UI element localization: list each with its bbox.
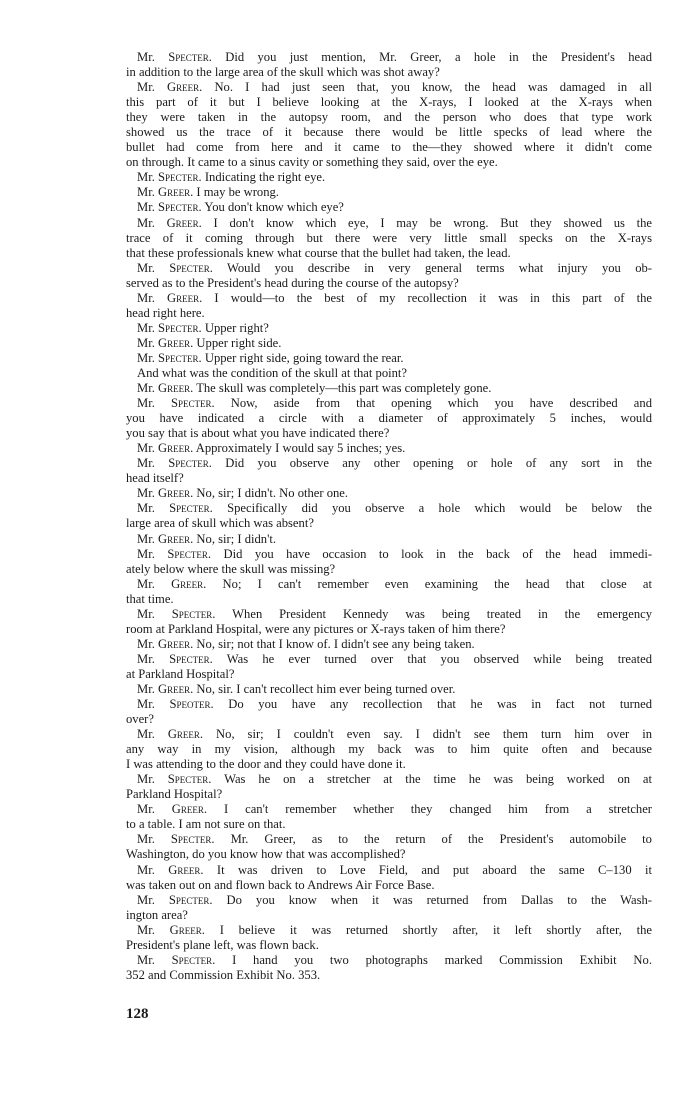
testimony-paragraph bbox=[126, 607, 652, 637]
text-line bbox=[126, 802, 652, 817]
text-line bbox=[126, 547, 652, 562]
text-line bbox=[126, 607, 652, 622]
text-line bbox=[126, 261, 652, 276]
speaker-title: Mr. bbox=[137, 892, 155, 907]
speaker-name: Specter. bbox=[168, 892, 213, 907]
text-line bbox=[126, 396, 652, 411]
speaker-title: Mr. bbox=[137, 697, 155, 712]
line-text: in addition to the large area of the skull which was shot away? bbox=[126, 65, 440, 80]
line-text: When President Kennedy was being treated in the emergency bbox=[232, 606, 653, 621]
testimony-paragraph bbox=[126, 456, 652, 486]
line-text: Do you have any recollection that he was in fact not turned bbox=[228, 697, 652, 712]
speaker-name: Greer. bbox=[167, 290, 203, 305]
text-line bbox=[126, 667, 652, 682]
testimony-paragraph bbox=[126, 577, 652, 607]
text-line bbox=[126, 908, 652, 923]
testimony-paragraph bbox=[126, 697, 652, 727]
line-text: that these professionals knew what course that the bullet had taken, the lead. bbox=[126, 245, 511, 260]
text-line bbox=[126, 501, 652, 516]
line-text: President's plane left, was flown back. bbox=[126, 937, 319, 952]
line-text: Specifically did you observe a hole which would be below the bbox=[227, 501, 652, 516]
testimony-paragraph bbox=[126, 893, 652, 923]
text-line bbox=[126, 411, 652, 426]
speaker-name: Greer. bbox=[158, 486, 194, 501]
text-line bbox=[126, 516, 652, 531]
line-text: No, sir; not that I know of. I didn't see any being taken. bbox=[196, 636, 475, 651]
line-text: this part of it but I believe looking at the X-rays, I looked at the X-rays when bbox=[126, 95, 652, 110]
speaker-title: Mr. bbox=[137, 200, 155, 215]
text-line bbox=[126, 486, 652, 501]
text-line bbox=[126, 712, 652, 727]
text-line bbox=[126, 231, 652, 246]
line-text: at Parkland Hospital? bbox=[126, 666, 235, 681]
text-line bbox=[126, 200, 652, 215]
line-text: No, sir; I didn't. bbox=[196, 531, 276, 546]
testimony-paragraph bbox=[126, 50, 652, 80]
speaker-title: Mr. bbox=[137, 922, 155, 937]
speaker-title: Mr. bbox=[137, 486, 155, 501]
speaker-name: Specter. bbox=[158, 170, 202, 185]
testimony-paragraph bbox=[126, 486, 652, 501]
speaker-name: Specter. bbox=[168, 456, 212, 471]
speaker-title: Mr. bbox=[137, 952, 155, 967]
speaker-name: Specter. bbox=[158, 350, 202, 365]
text-line bbox=[126, 637, 652, 652]
text-line bbox=[126, 592, 652, 607]
testimony-paragraph bbox=[126, 923, 652, 953]
speaker-title: Mr. bbox=[137, 260, 155, 275]
testimony-paragraph bbox=[126, 441, 652, 456]
testimony-paragraph bbox=[126, 336, 652, 351]
line-text: showed us the trace of it because there would be little specks of lead where the bbox=[126, 125, 652, 140]
line-text: Did you observe any other opening or hole of any sort in the bbox=[225, 456, 652, 471]
speaker-title: Mr. bbox=[137, 350, 155, 365]
speaker-name: Greer. bbox=[158, 681, 194, 696]
testimony-paragraph bbox=[126, 501, 652, 531]
speaker-name: Greer. bbox=[158, 185, 194, 200]
testimony-paragraph bbox=[126, 170, 652, 185]
text-line bbox=[126, 968, 652, 983]
text-line bbox=[126, 953, 652, 968]
speaker-name: Greer. bbox=[167, 80, 203, 95]
text-line bbox=[126, 155, 652, 170]
testimony-paragraph bbox=[126, 200, 652, 215]
text-line bbox=[126, 306, 652, 321]
line-text: was taken out on and flown back to Andrews Air Force Base. bbox=[126, 877, 435, 892]
speaker-name: Greer. bbox=[158, 636, 194, 651]
line-text: I don't know which eye, I may be wrong. But they showed us the bbox=[213, 215, 653, 230]
testimony-paragraph bbox=[126, 185, 652, 200]
line-text: I believe it was returned shortly after, it left shortly after, the bbox=[219, 922, 653, 937]
speaker-title: Mr. bbox=[137, 862, 155, 877]
testimony-paragraph bbox=[126, 727, 652, 772]
page-number: 128 bbox=[126, 1006, 149, 1022]
line-text: you have indicated a circle with a diameter of approximately 5 inches, would bbox=[126, 411, 652, 426]
testimony-paragraph bbox=[126, 682, 652, 697]
text-line bbox=[126, 140, 652, 155]
line-text: bullet had come from here and it came to the—they showed where it didn't come bbox=[126, 140, 652, 155]
speaker-title: Mr. bbox=[137, 576, 155, 591]
speaker-title: Mr. bbox=[137, 636, 155, 651]
text-line bbox=[126, 50, 652, 65]
speaker-title: Mr. bbox=[137, 832, 155, 847]
text-line bbox=[126, 817, 652, 832]
speaker-title: Mr. bbox=[137, 681, 155, 696]
line-text: You don't know which eye? bbox=[204, 200, 344, 215]
text-line bbox=[126, 246, 652, 261]
line-text: It was driven to Love Field, and put aboard the same C–130 it bbox=[216, 862, 652, 877]
testimony-paragraph bbox=[126, 291, 652, 321]
speaker-title: Mr. bbox=[137, 185, 155, 200]
line-text: Was he ever turned over that you observed while being treated bbox=[226, 651, 653, 666]
text-line bbox=[126, 471, 652, 486]
line-text: Washington, do you know how that was accomplished? bbox=[126, 847, 406, 862]
line-text: head right here. bbox=[126, 305, 205, 320]
line-text: any way in my vision, although my back was to him quite often and because bbox=[126, 742, 652, 757]
line-text: Upper right side. bbox=[196, 335, 282, 350]
speaker-title: Mr. bbox=[137, 290, 155, 305]
speaker-name: Greer. bbox=[171, 802, 208, 817]
line-text: Approximately I would say 5 inches; yes. bbox=[195, 441, 406, 456]
line-text: 352 and Commission Exhibit No. 353. bbox=[126, 967, 321, 982]
text-line bbox=[126, 847, 652, 862]
text-line bbox=[126, 727, 652, 742]
line-text: that time. bbox=[126, 591, 174, 606]
text-line bbox=[126, 170, 652, 185]
speaker-title: Mr. bbox=[137, 606, 155, 621]
line-text: Mr. Greer, as to the return of the President's automobile to bbox=[230, 832, 652, 847]
testimony-paragraph bbox=[126, 80, 652, 170]
speaker-title: Mr. bbox=[137, 651, 155, 666]
text-line bbox=[126, 216, 652, 231]
speaker-name: Speoter. bbox=[169, 697, 214, 712]
testimony-paragraph bbox=[126, 802, 652, 832]
text-line bbox=[126, 291, 652, 306]
speaker-name: Greer. bbox=[171, 576, 207, 591]
text-line bbox=[126, 441, 652, 456]
text-line bbox=[126, 125, 652, 140]
line-text: Upper right side, going toward the rear. bbox=[204, 350, 404, 365]
text-line bbox=[126, 351, 652, 366]
text-line bbox=[126, 185, 652, 200]
speaker-title: Mr. bbox=[137, 335, 155, 350]
speaker-title: Mr. bbox=[137, 170, 155, 185]
speaker-title: Mr. bbox=[137, 456, 155, 471]
line-text: No, sir. I can't recollect him ever being turned over. bbox=[196, 681, 456, 696]
text-line bbox=[126, 622, 652, 637]
text-line bbox=[126, 878, 652, 893]
line-text: I may be wrong. bbox=[196, 185, 279, 200]
testimony-paragraph bbox=[126, 261, 652, 291]
line-text: on through. It came to a sinus cavity or something they said, over the eye. bbox=[126, 155, 498, 170]
speaker-name: Specter. bbox=[167, 546, 211, 561]
text-line bbox=[126, 562, 652, 577]
speaker-name: Greer. bbox=[158, 441, 194, 456]
text-line bbox=[126, 456, 652, 471]
text-line bbox=[126, 923, 652, 938]
text-line bbox=[126, 426, 652, 441]
line-text: ington area? bbox=[126, 907, 188, 922]
text-line bbox=[126, 697, 652, 712]
speaker-name: Greer. bbox=[158, 531, 194, 546]
line-text: trace of it coming through but there were very little small specks on the X-rays bbox=[126, 230, 652, 245]
testimony-paragraph bbox=[126, 532, 652, 547]
speaker-name: Greer. bbox=[158, 335, 194, 350]
text-line bbox=[126, 65, 652, 80]
speaker-title: Mr. bbox=[137, 320, 155, 335]
line-text: And what was the condition of the skull at that point? bbox=[137, 365, 408, 380]
line-text: over? bbox=[126, 712, 154, 727]
line-text: room at Parkland Hospital, were any pictures or X-rays taken of him there? bbox=[126, 621, 506, 636]
speaker-name: Greer. bbox=[167, 727, 204, 742]
speaker-title: Mr. bbox=[137, 772, 155, 787]
speaker-name: Greer. bbox=[158, 381, 194, 396]
text-line bbox=[126, 787, 652, 802]
text-line bbox=[126, 742, 652, 757]
text-line bbox=[126, 336, 652, 351]
speaker-title: Mr. bbox=[137, 727, 155, 742]
line-text: No, sir; I didn't. No other one. bbox=[196, 486, 349, 501]
speaker-name: Specter. bbox=[169, 260, 213, 275]
testimony-paragraph bbox=[126, 216, 652, 261]
text-line bbox=[126, 532, 652, 547]
document-page bbox=[126, 50, 652, 983]
speaker-name: Specter. bbox=[170, 396, 215, 411]
line-text: served as to the President's head during the course of the autopsy? bbox=[126, 275, 459, 290]
line-text: I hand you two photographs marked Commission Exhibit No. bbox=[232, 952, 652, 967]
line-text: large area of skull which was absent? bbox=[126, 516, 314, 531]
line-text: head itself? bbox=[126, 471, 184, 486]
text-line bbox=[126, 893, 652, 908]
testimony-paragraph bbox=[126, 351, 652, 366]
line-text: Now, aside from that opening which you have described and bbox=[230, 396, 652, 411]
speaker-title: Mr. bbox=[137, 441, 155, 456]
line-text: No, sir; I couldn't even say. I didn't see them turn him over in bbox=[216, 727, 652, 742]
line-text: Parkland Hospital? bbox=[126, 787, 223, 802]
line-text: Upper right? bbox=[204, 320, 269, 335]
speaker-title: Mr. bbox=[137, 381, 155, 396]
speaker-name: Specter. bbox=[171, 606, 216, 621]
speaker-title: Mr. bbox=[137, 396, 155, 411]
line-text: I was attending to the door and they could have done it. bbox=[126, 757, 406, 772]
testimony-paragraph bbox=[126, 863, 652, 893]
line-text: to a table. I am not sure on that. bbox=[126, 817, 286, 832]
line-text: they were taken in the autopsy room, and the person who does that type work bbox=[126, 110, 652, 125]
speaker-title: Mr. bbox=[137, 531, 155, 546]
testimony-paragraph bbox=[126, 637, 652, 652]
speaker-name: Specter. bbox=[170, 832, 215, 847]
text-line bbox=[126, 682, 652, 697]
testimony-paragraph bbox=[126, 381, 652, 396]
testimony-paragraph bbox=[126, 832, 652, 862]
speaker-name: Specter. bbox=[158, 320, 202, 335]
testimony-paragraph bbox=[126, 396, 652, 441]
line-text: No; I can't remember even examining the head that close at bbox=[222, 576, 652, 591]
testimony-paragraph bbox=[126, 772, 652, 802]
testimony-paragraph bbox=[126, 652, 652, 682]
text-line bbox=[126, 772, 652, 787]
line-text: ately below where the skull was missing? bbox=[126, 561, 336, 576]
line-text: No. I had just seen that, you know, the head was damaged in all bbox=[214, 80, 652, 95]
text-line bbox=[126, 80, 652, 95]
text-line bbox=[126, 321, 652, 336]
line-text: Did you just mention, Mr. Greer, a hole in the President's head bbox=[225, 50, 652, 64]
speaker-title: Mr. bbox=[137, 80, 155, 95]
text-line bbox=[126, 366, 652, 381]
text-line bbox=[126, 652, 652, 667]
speaker-name: Specter. bbox=[169, 501, 213, 516]
text-line bbox=[126, 276, 652, 291]
speaker-title: Mr. bbox=[137, 215, 155, 230]
line-text: you say that is about what you have indicated there? bbox=[126, 426, 390, 441]
testimony-paragraph bbox=[126, 321, 652, 336]
speaker-name: Specter. bbox=[167, 772, 212, 787]
speaker-name: Specter. bbox=[158, 200, 202, 215]
line-text: The skull was completely—this part was completely gone. bbox=[196, 381, 492, 396]
line-text: I can't remember whether they changed him from a stretcher bbox=[223, 802, 652, 817]
text-line bbox=[126, 832, 652, 847]
speaker-name: Specter. bbox=[169, 651, 213, 666]
line-text: I would—to the best of my recollection it was in this part of the bbox=[214, 290, 652, 305]
line-text: Was he on a stretcher at the time he was being worked on at bbox=[224, 772, 653, 787]
speaker-title: Mr. bbox=[137, 501, 155, 516]
speaker-name: Greer. bbox=[166, 215, 202, 230]
text-line bbox=[126, 95, 652, 110]
line-text: Indicating the right eye. bbox=[204, 170, 326, 185]
speaker-name: Specter. bbox=[171, 952, 216, 967]
line-text: Did you have occasion to look in the back of the head immedi- bbox=[223, 546, 653, 561]
testimony-paragraph bbox=[126, 366, 652, 381]
speaker-title: Mr. bbox=[137, 802, 155, 817]
speaker-name: Greer. bbox=[169, 922, 205, 937]
line-text: Would you describe in very general terms what injury you ob- bbox=[227, 260, 652, 275]
speaker-name: Specter. bbox=[168, 50, 212, 64]
text-line bbox=[126, 577, 652, 592]
testimony-paragraph bbox=[126, 953, 652, 983]
speaker-name: Greer. bbox=[168, 862, 204, 877]
text-line bbox=[126, 938, 652, 953]
testimony-paragraph bbox=[126, 547, 652, 577]
speaker-title: Mr. bbox=[137, 50, 155, 64]
line-text: Do you know when it was returned from Dallas to the Wash- bbox=[226, 892, 652, 907]
text-line bbox=[126, 757, 652, 772]
text-line bbox=[126, 110, 652, 125]
speaker-title: Mr. bbox=[137, 546, 155, 561]
text-line bbox=[126, 381, 652, 396]
text-line bbox=[126, 863, 652, 878]
